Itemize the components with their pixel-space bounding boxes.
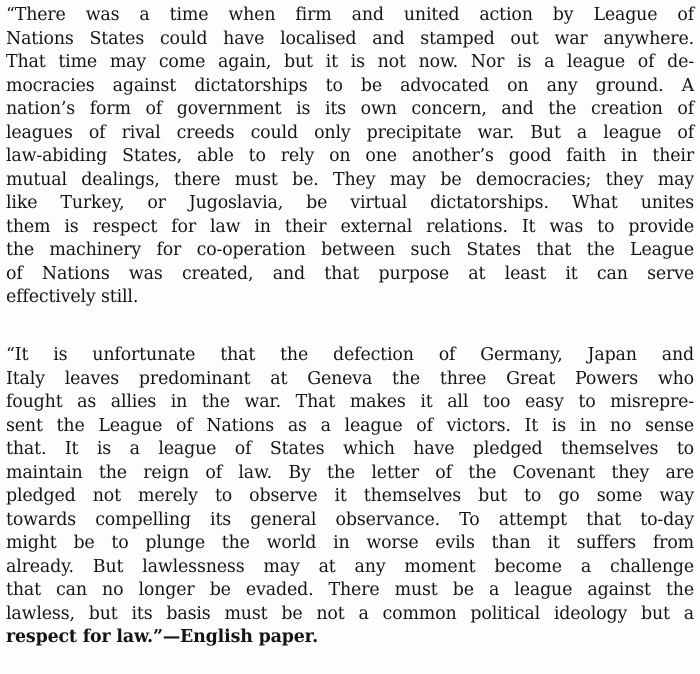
text-line: leagues of rival creeds could only precipitate war. But a league of [6, 122, 694, 143]
text-line: “It is unfortunate that the defection of Germany, Japan and [6, 345, 694, 365]
paragraph-league-of-law-abiding-states [6, 4, 694, 310]
text-line: maintain the reign of law. By the letter of the Covenant they are [6, 462, 694, 483]
text-line-attribution: respect for law.”—English paper. [6, 627, 318, 647]
text-line: “There was a time when firm and united action by League of [6, 5, 694, 25]
text-line: That time may come again, but it is not now. Nor is a league of de- [6, 52, 694, 72]
text-line: that can no longer be evaded. There must be a league against the [6, 580, 694, 600]
text-line: like Turkey, or Jugoslavia, be virtual dictatorships. What unites [6, 193, 694, 213]
text-line: mutual dealings, there must be. They may be democracies; they may [6, 169, 694, 190]
text-line: Italy leaves predominant at Geneva the three Great Powers who [6, 368, 694, 389]
text-line: Nations States could have localised and stamped out war anywhere. [6, 28, 694, 49]
paragraph-league-against-lawless [6, 344, 694, 650]
text-line: effectively still. [6, 287, 139, 307]
text-line: towards compelling its general observance. To attempt that to-day [6, 509, 694, 530]
text-line: fought as allies in the war. That makes it all too easy to misrepre- [6, 392, 694, 412]
text-line: that. It is a league of States which have pledged themselves to [6, 439, 694, 459]
text-line: of Nations was created, and that purpose at least it can serve [6, 263, 694, 284]
text-line: them is respect for law in their external relations. It was to provide [6, 216, 694, 237]
text-line: might be to plunge the world in worse evils than it suffers from [6, 533, 694, 553]
text-line: nation’s form of government is its own concern, and the creation of [6, 99, 694, 119]
text-line: lawless, but its basis must be not a common political ideology but a [6, 603, 694, 624]
text-line: pledged not merely to observe it themselves but to go some way [6, 486, 694, 506]
text-line: sent the League of Nations as a league of victors. It is in no sense [6, 415, 694, 436]
text-line: law-abiding States, able to rely on one another’s good faith in their [6, 146, 694, 166]
text-line: already. But lawlessness may at any moment become a challenge [6, 556, 694, 577]
text-line: the machinery for co-operation between such States that the League [6, 240, 694, 260]
text-line: mocracies against dictatorships to be advocated on any ground. A [6, 75, 694, 96]
